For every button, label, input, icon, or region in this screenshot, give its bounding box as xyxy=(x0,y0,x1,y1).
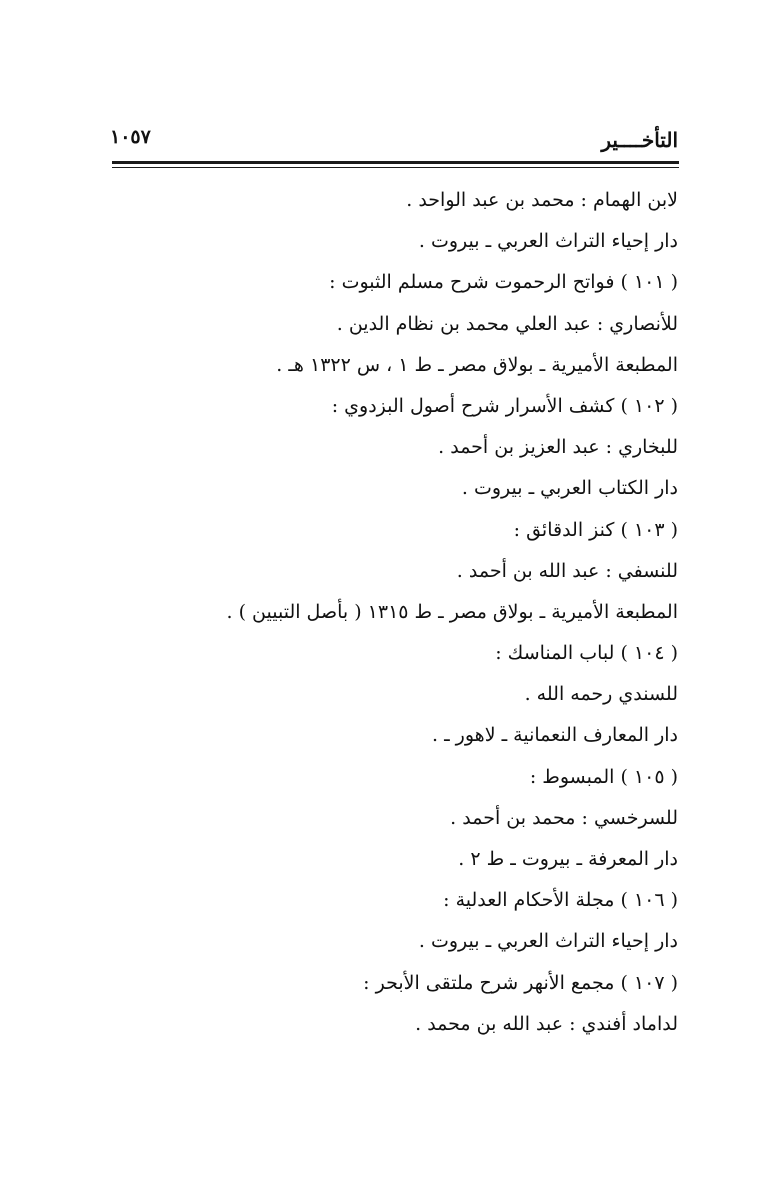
header-rule-thick xyxy=(112,161,679,164)
bibliography-entry-title: ( ١٠٢ ) كشف الأسرار شرح أصول البزدوي : xyxy=(331,394,678,417)
bibliography-line: لابن الهمام : محمد بن عبد الواحد . xyxy=(406,189,678,211)
bibliography-line: للبخاري : عبد العزيز بن أحمد . xyxy=(438,436,678,459)
bibliography-line: لداماد أفندي : عبد الله بن محمد . xyxy=(415,1012,678,1035)
bibliography-entry-title: ( ١٠٦ ) مجلة الأحكام العدلية : xyxy=(443,889,678,912)
bibliography-line: للسندي رحمه الله . xyxy=(524,683,678,706)
bibliography-entry-title: ( ١٠٥ ) المبسوط : xyxy=(529,765,678,788)
page-header xyxy=(110,126,678,160)
bibliography-line: المطبعة الأميرية ـ بولاق مصر ـ ط ١ ، س ١٣٢٢ هـ . xyxy=(276,353,678,376)
bibliography-line: للسرخسي : محمد بن أحمد . xyxy=(450,806,678,829)
bibliography-entry-title: ( ١٠١ ) فواتح الرحموت شرح مسلم الثبوت : xyxy=(329,271,678,294)
bibliography-line: دار الكتاب العربي ـ بيروت . xyxy=(461,477,678,500)
bibliography-entry-title: ( ١٠٧ ) مجمع الأنهر شرح ملتقى الأبحر : xyxy=(363,971,678,994)
bibliography-line: دار إحياء التراث العربي ـ بيروت . xyxy=(418,930,678,953)
bibliography-line: دار المعارف النعمانية ـ لاهور ـ . xyxy=(432,724,678,747)
chapter-title: التأخــــير xyxy=(601,128,678,152)
bibliography-line: المطبعة الأميرية ـ بولاق مصر ـ ط ١٣١٥ ( بأصل التبيين ) . xyxy=(226,600,678,623)
bibliography-line: دار المعرفة ـ بيروت ـ ط ٢ . xyxy=(458,848,678,870)
bibliography-line: دار إحياء التراث العربي ـ بيروت . xyxy=(418,230,678,253)
bibliography-line: للأنصاري : عبد العلي محمد بن نظام الدين . xyxy=(336,312,678,335)
bibliography-line: للنسفي : عبد الله بن أحمد . xyxy=(456,559,678,582)
page-number: ١٠٥٧ xyxy=(110,126,151,148)
bibliography-entry-title: ( ١٠٣ ) كنز الدقائق : xyxy=(513,518,678,541)
header-rule-thin xyxy=(112,167,679,168)
bibliography-entry-title: ( ١٠٤ ) لباب المناسك : xyxy=(495,642,678,665)
bibliography-list xyxy=(226,180,678,1045)
